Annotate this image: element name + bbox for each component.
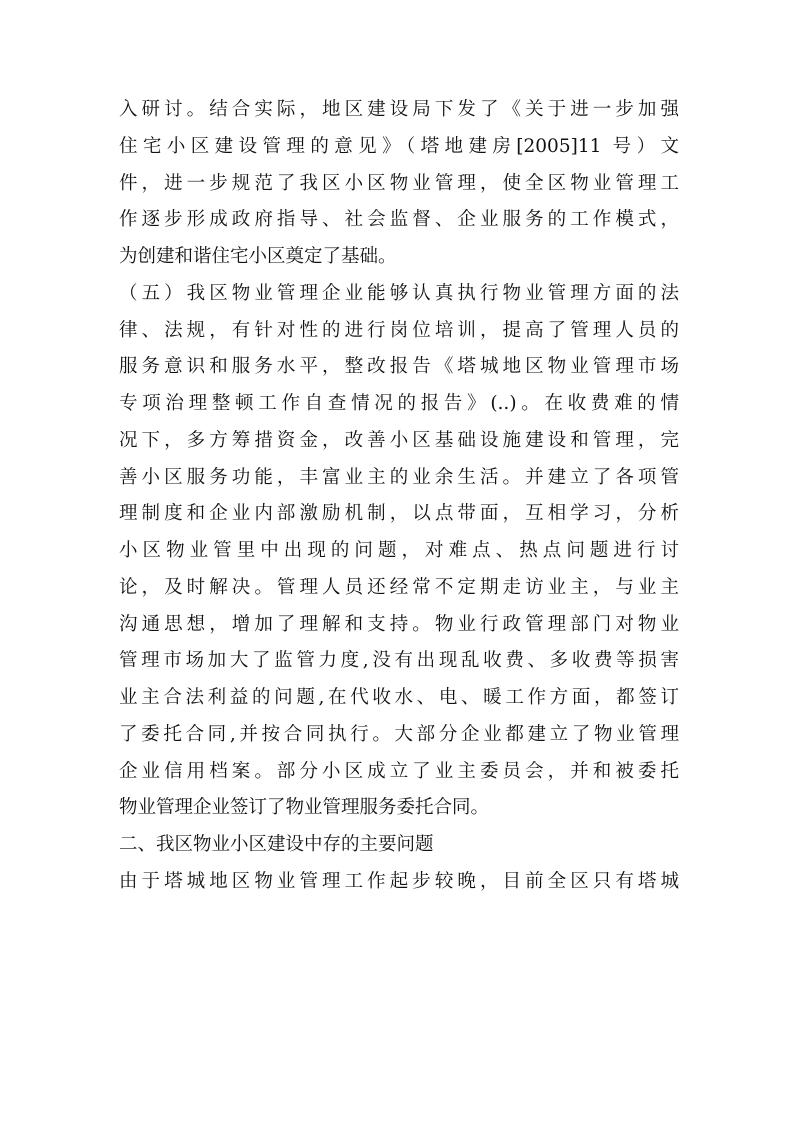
text-line: 由于塔城地区物业管理工作起步较晚，目前全区只有塔城 (119, 870, 679, 892)
text-line: 善小区服务功能，丰富业主的业余生活。并建立了各项管 (119, 466, 679, 488)
document-page (119, 92, 679, 901)
text-line: 专项治理整顿工作自查情况的报告》(..)。在收费难的情 (119, 393, 679, 414)
text-line: 作逐步形成政府指导、社会监督、企业服务的工作模式， (119, 209, 679, 231)
text-line: 论，及时解决。管理人员还经常不定期走访业主，与业主 (119, 576, 679, 598)
text-line: 企业信用档案。部分小区成立了业主委员会，并和被委托 (119, 760, 679, 782)
text-line: 住宅小区建设管理的意见》（塔地建房[2005]11 号）文 (119, 135, 679, 157)
text-line: 入研讨。结合实际，地区建设局下发了《关于进一步加强 (119, 99, 679, 120)
text-line: 为创建和谐住宅小区奠定了基础。 (119, 246, 397, 267)
text-line: 小区物业管里中出现的问题，对难点、热点问题进行讨 (119, 540, 679, 561)
text-line: 件，进一步规范了我区小区物业管理，使全区物业管理工 (119, 172, 679, 194)
text-line: 沟通思想，增加了理解和支持。物业行政管理部门对物业 (119, 613, 679, 635)
document-body (119, 92, 679, 901)
text-line: 律、法规，有针对性的进行岗位培训，提高了管理人员的 (119, 319, 679, 341)
text-line: 物业管理企业签订了物业管理服务委托合同。 (119, 797, 490, 819)
text-line: 二、我区物业小区建设中存的主要问题 (119, 834, 434, 855)
text-line: 况下，多方筹措资金，改善小区基础设施建设和管理，完 (119, 429, 679, 451)
text-line: （五）我区物业管理企业能够认真执行物业管理方面的法 (119, 282, 679, 304)
text-line: 业主合法利益的问题,在代收水、电、暖工作方面，都签订 (119, 687, 679, 708)
text-line: 服务意识和服务水平，整改报告《塔城地区物业管理市场 (119, 356, 679, 378)
text-line: 管理市场加大了监管力度,没有出现乱收费、多收费等损害 (119, 650, 679, 672)
text-line: 理制度和企业内部激励机制，以点带面，互相学习，分析 (119, 503, 679, 525)
text-line: 了委托合同,并按合同执行。大部分企业都建立了物业管理 (119, 723, 679, 745)
